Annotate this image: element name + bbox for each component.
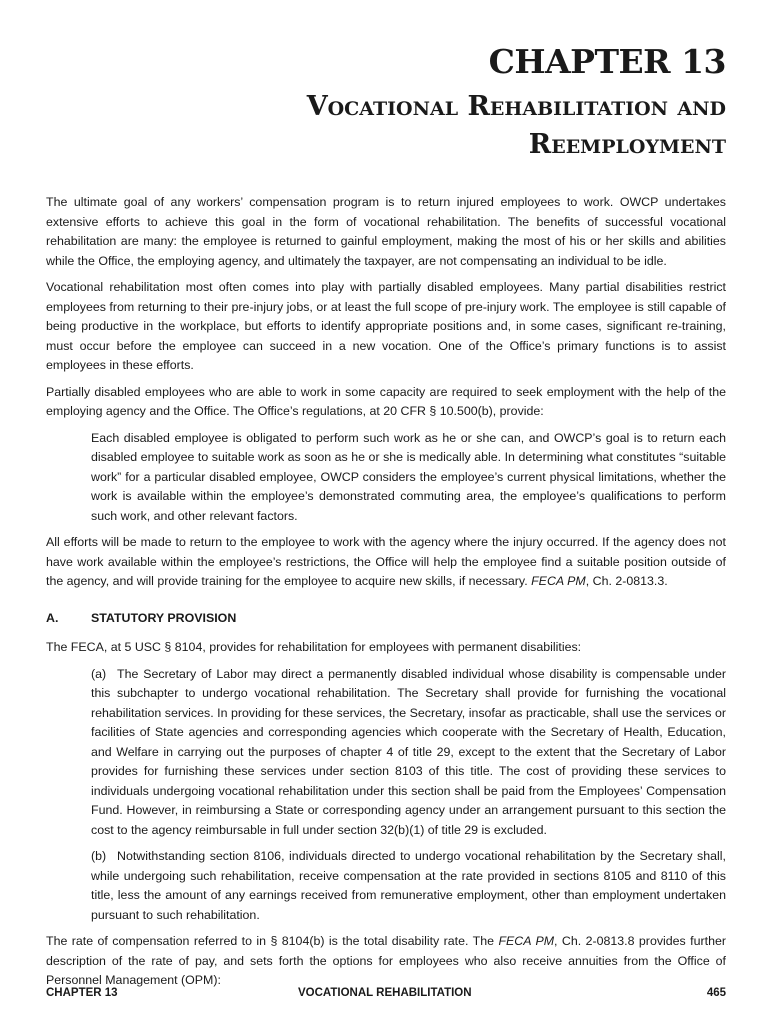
- statute-subsection-a: [91, 665, 726, 841]
- page-number: 465: [706, 987, 726, 999]
- document-page: [46, 0, 726, 1024]
- regulation-quote: Each disabled employee is obligated to perform such work as he or she can, and OWCP’s goal is to return each disabled employee to suitable work as soon as he or she is medically able. In determining what constitutes “suitable work” for a particular disabled employee, OWCP considers the employee’s current physical limitations, whether the work is available within the employee’s demonstrated commuting area, the employee’s qualifications to perform such work, and other relevant factors.: [91, 430, 726, 523]
- chapter-title: [206, 88, 726, 164]
- citation-tail: , Ch. 2-0813.3.: [585, 574, 668, 588]
- paragraph-agency-return: [46, 533, 726, 592]
- section-title: STATUTORY PROVISION: [91, 610, 237, 625]
- page-footer: [46, 987, 726, 1003]
- statute-intro: The FECA, at 5 USC § 8104, provides for rehabilitation for employees with permanent disabilities:: [46, 640, 582, 654]
- section-heading: [46, 609, 726, 629]
- paragraph-regulations: Partially disabled employees who are able to work in some capacity are required to seek employment with the help of the employing agency and the Office. The Office’s regulations, at 20 CFR § 10.500(b), provide:: [46, 384, 726, 418]
- rate-text-post: , Ch. 2-0813.8 provides further description of the rate of pay, and sets forth the options for employees who also receive annuities from the Office of Personnel Management (OPM):: [46, 934, 726, 987]
- subsection-b-tag: (b): [91, 849, 107, 863]
- section-letter: A.: [46, 610, 59, 625]
- statute-subsection-b: [91, 847, 726, 925]
- paragraph-partial-disability: Vocational rehabilitation most often comes into play with partially disabled employees. Many partial disabilities restrict employees from returning to their pre-injury jobs, or at least the full scope of pre-injury work. The employee is still capable of being productive in the workplace, but efforts to identify appropriate positions and, in some cases, significant re-training, must occur before the employee can succeed in a new vocation. One of the Office’s primary functions is to assist employees in these efforts.: [46, 280, 726, 372]
- subsection-a-tag: (a): [91, 666, 107, 681]
- body-text: [46, 193, 726, 998]
- paragraph-intro: The ultimate goal of any workers’ compensation program is to return injured employees to work. OWCP undertakes extensive efforts to achieve this goal in the form of vocational rehabilitation. The benefits of successful vocational rehabilitation are many: the employee is returned to gainful employment, making the most of his or her skills and abilities while the Office, the employing agency, and ultimately the taxpayer, are not compensating an individual to be idle.: [46, 195, 726, 268]
- paragraph-compensation-rate: [46, 932, 726, 991]
- chapter-number: CHAPTER 13: [488, 42, 726, 81]
- footer-chapter: CHAPTER 13: [46, 987, 118, 999]
- subsection-b-text: Notwithstanding section 8106, individuals directed to undergo vocational rehabilitation by the Secretary shall, while undergoing such rehabilitation, receive compensation at the rate provided in sections 8105 and 8110 of this title, less the amount of any earnings received from remunerative employment, other than employment undertaken pursuant to such rehabilitation.: [91, 849, 726, 922]
- agency-return-text: All efforts will be made to return to the employee to work with the agency where the injury occurred. If the agency does not have work available within the employee’s restrictions, the Office will help the employee find a suitable position outside of the agency, and will provide training for the employee to acquire new skills, if necessary.: [46, 535, 726, 588]
- chapter-title-line-2: Reemployment: [528, 129, 726, 160]
- rate-citation: FECA PM: [498, 934, 555, 948]
- footer-title: VOCATIONAL REHABILITATION: [298, 987, 472, 999]
- rate-text-pre: The rate of compensation referred to in § 8104(b) is the total disability rate. The: [46, 934, 495, 948]
- citation-feca-pm: FECA PM: [531, 574, 586, 588]
- subsection-a-text: The Secretary of Labor may direct a permanently disabled individual whose disability is compensable under this subchapter to undergo vocational rehabilitation. The Secretary shall provide for furnishing the vocational rehabilitation services. In providing for these services, the Secretary, insofar as practicable, shall use the services or facilities of State agencies and corresponding agencies which cooperate with the Secretary of Health, Education, and Welfare in carrying out the purposes of chapter 4 of title 29, except to the extent that the Secretary of Labor provides for furnishing these services under section 8103 of this title. The cost of providing these services to individuals undergoing vocational rehabilitation under this section shall be paid from the Employees’ Compensation Fund. However, in reimbursing a State or corresponding agency under an arrangement pursuant to this section the cost to the agency reimbursable in full under section 32(b)(1) of title 29 is excluded.: [91, 666, 726, 837]
- chapter-title-line-1: Vocational Rehabilitation and: [306, 91, 726, 122]
